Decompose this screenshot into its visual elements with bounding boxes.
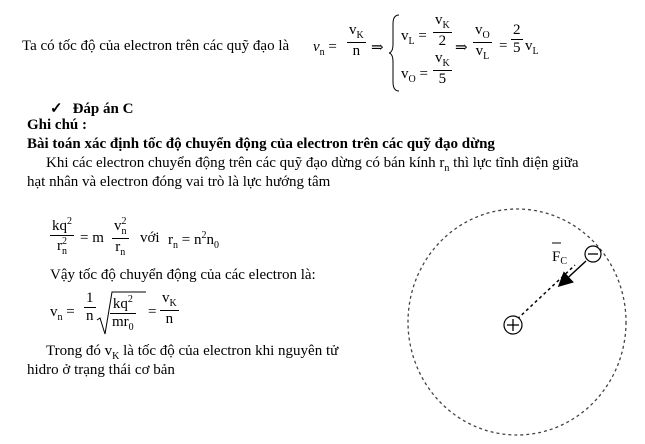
equation-2: $\frac{kq^2}{r_n^2}$ = m $\frac{v_n^2}{r_n}$ với $r_n = n^2n_0$ bbox=[52, 216, 219, 258]
orbit-diagram bbox=[400, 205, 640, 441]
vk-over-n: $\frac{v_K}{n}$ bbox=[349, 22, 364, 59]
equation-3: $v_n$ = $\frac{1}{n}$ $\frac{kq^2}{mr_0}$ = $\frac{v_K}{n}$ bbox=[50, 290, 290, 336]
system-brace bbox=[389, 14, 401, 92]
paragraph-2-line-2: hidro ở trạng thái cơ bản bbox=[27, 362, 175, 378]
paragraph-2-line-1: Trong đó $v_K$ là tốc độ của electron khi nguyên tử bbox=[46, 343, 339, 362]
section-title: Bài toán xác định tốc độ chuyển động của electron trên các quỹ đạo dừng bbox=[27, 136, 495, 152]
speed-intro: Vậy tốc độ chuyển động của các electron là: bbox=[50, 267, 316, 283]
answer-line: ✓ Đáp án C bbox=[50, 101, 134, 117]
paragraph-1-line-1: Khi các electron chuyển động trên các quỹ đạo dừng có bán kính $r_n$ thì lực tĩnh điện giữa bbox=[46, 155, 579, 174]
force-label: $F_C$ bbox=[552, 249, 568, 267]
intro-text: Ta có tốc độ của electron trên các quỹ đạo là bbox=[22, 38, 290, 54]
note-title: Ghi chú : bbox=[27, 117, 88, 133]
radius-line bbox=[513, 265, 575, 323]
check-icon: ✓ bbox=[50, 101, 63, 117]
paragraph-1-line-2: hạt nhân và electron đóng vai trò là lực hướng tâm bbox=[27, 174, 331, 190]
